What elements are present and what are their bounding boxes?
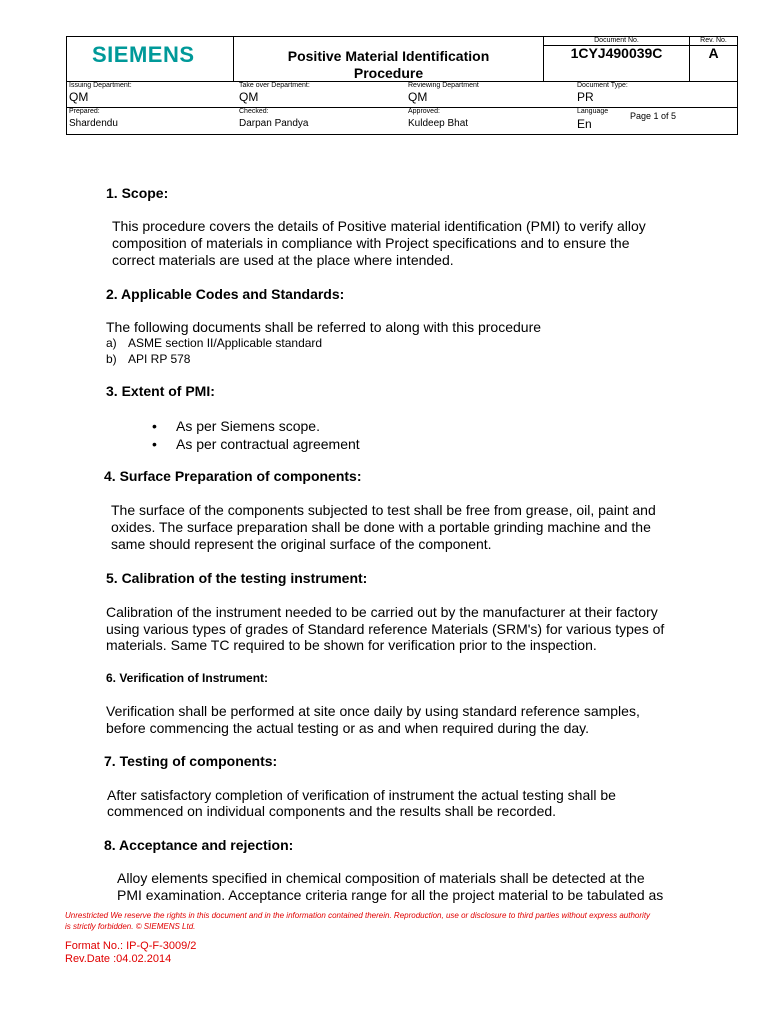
item-b-text: API RP 578 [128,352,191,366]
language [577,108,608,130]
section-8-heading: 8. Acceptance and rejection: [104,837,294,853]
prepared-by [69,108,118,130]
section-7-heading: 7. Testing of components: [104,753,278,769]
section-3-bullet-2 [152,435,360,453]
title-line-1: Positive Material Identification [287,48,490,64]
notice-line-2: is strictly forbidden. © SIEMENS Ltd. [65,922,196,931]
section-6-line-1: Verification shall be performed at site once daily by using standard reference samples, [106,703,640,719]
section-5-heading: 5. Calibration of the testing instrument: [106,570,368,586]
bullet-1-text: As per Siemens scope. [176,418,320,434]
approved-by [408,108,468,130]
takeover-value: QM [239,90,259,104]
revision-date: Rev.Date :04.02.2014 [65,953,172,965]
section-1-line-3: correct materials are used at the place where intended. [112,252,454,268]
section-7-line-1: After satisfactory completion of verification of instrument the actual testing shall be [107,787,616,803]
section-2-intro: The following documents shall be referred to along with this procedure [106,319,542,335]
item-b-marker: b) [106,352,117,366]
issuing-department [69,82,132,104]
section-8-line-2: PMI examination. Acceptance criteria range for all the project material to be tabulated as [117,887,664,903]
section-1-line-2: composition of materials in compliance with Project specifications and to ensure the [112,235,630,251]
reviewing-label: Reviewing Department [408,82,479,89]
section-8-line-1: Alloy elements specified in chemical composition of materials shall be detected at the [117,870,645,886]
document-number: 1CYJ490039C [570,45,663,61]
language-value: En [577,117,592,131]
section-4-line-1: The surface of the components subjected to test shall be free from grease, oil, paint and [111,502,656,518]
prepared-value: Shardendu [69,118,118,129]
notice-line-1: Unrestricted We reserve the rights in this document and in the information contained therein. Reproduction, use or disclosure to third parties without express authority [65,911,651,920]
title-line-2: Procedure [353,65,424,81]
doctype-value: PR [577,90,594,104]
document-header [66,36,738,135]
siemens-logo [67,37,234,81]
document-title [234,37,544,81]
doctype-label: Document Type: [577,82,628,89]
section-3-bullet-1 [152,417,320,435]
section-2-item-b [106,351,190,367]
language-label: Language [577,108,609,115]
section-4-heading: 4. Surface Preparation of components: [104,468,362,484]
section-5-line-3: materials. Same TC required to be shown for verification prior to the inspection. [106,637,597,653]
approved-label: Approved: [408,108,440,115]
section-4-line-3: same should represent the original surface of the component. [111,536,492,552]
bullet-icon: • [152,418,157,434]
reviewing-value: QM [408,90,428,104]
section-3-heading: 3. Extent of PMI: [106,383,215,399]
approved-value: Kuldeep Bhat [408,118,469,129]
page-number: Page 1 of 5 [630,111,677,121]
checked-label: Checked: [239,108,269,115]
revision-cell [690,37,737,81]
revision-label: Rev. No. [690,37,737,46]
logo-text: SIEMENS [92,42,195,67]
checked-by [239,108,309,130]
document-number-cell [544,37,690,81]
approval-row [67,107,737,135]
takeover-department [239,82,310,104]
issuing-label: Issuing Department: [69,82,132,89]
section-7-line-2: commenced on individual components and the results shall be recorded. [107,803,557,819]
bullet-icon: • [152,436,157,452]
prepared-label: Prepared: [69,108,100,115]
section-6-line-2: before commencing the actual testing or as and when required during the day. [106,720,590,736]
takeover-label: Take over Department: [239,82,310,89]
confidentiality-notice [65,910,745,932]
section-5-line-1: Calibration of the instrument needed to be carried out by the manufacturer at their factory [106,604,658,620]
issuing-value: QM [69,90,89,104]
item-a-text: ASME section II/Applicable standard [128,336,323,350]
section-4-line-2: oxides. The surface preparation shall be done with a portable grinding machine and the [111,519,651,535]
revision-number: A [708,45,719,61]
section-6-heading: 6. Verification of Instrument: [106,671,269,685]
document-number-label: Document No. [544,37,689,46]
checked-value: Darpan Pandya [239,118,309,129]
document-type [577,82,628,104]
section-1-line-1: This procedure covers the details of Positive material identification (PMI) to verify alloy [112,218,646,234]
department-row [67,81,737,107]
reviewing-department [408,82,479,104]
bullet-2-text: As per contractual agreement [176,436,360,452]
section-2-item-a [106,335,322,351]
section-5-line-2: using various types of grades of Standard reference Materials (SRM's) for various types of [106,621,665,637]
format-number: Format No.: IP-Q-F-3009/2 [65,940,197,952]
item-a-marker: a) [106,336,117,350]
section-1-heading: 1. Scope: [106,185,169,201]
section-2-heading: 2. Applicable Codes and Standards: [106,286,345,302]
